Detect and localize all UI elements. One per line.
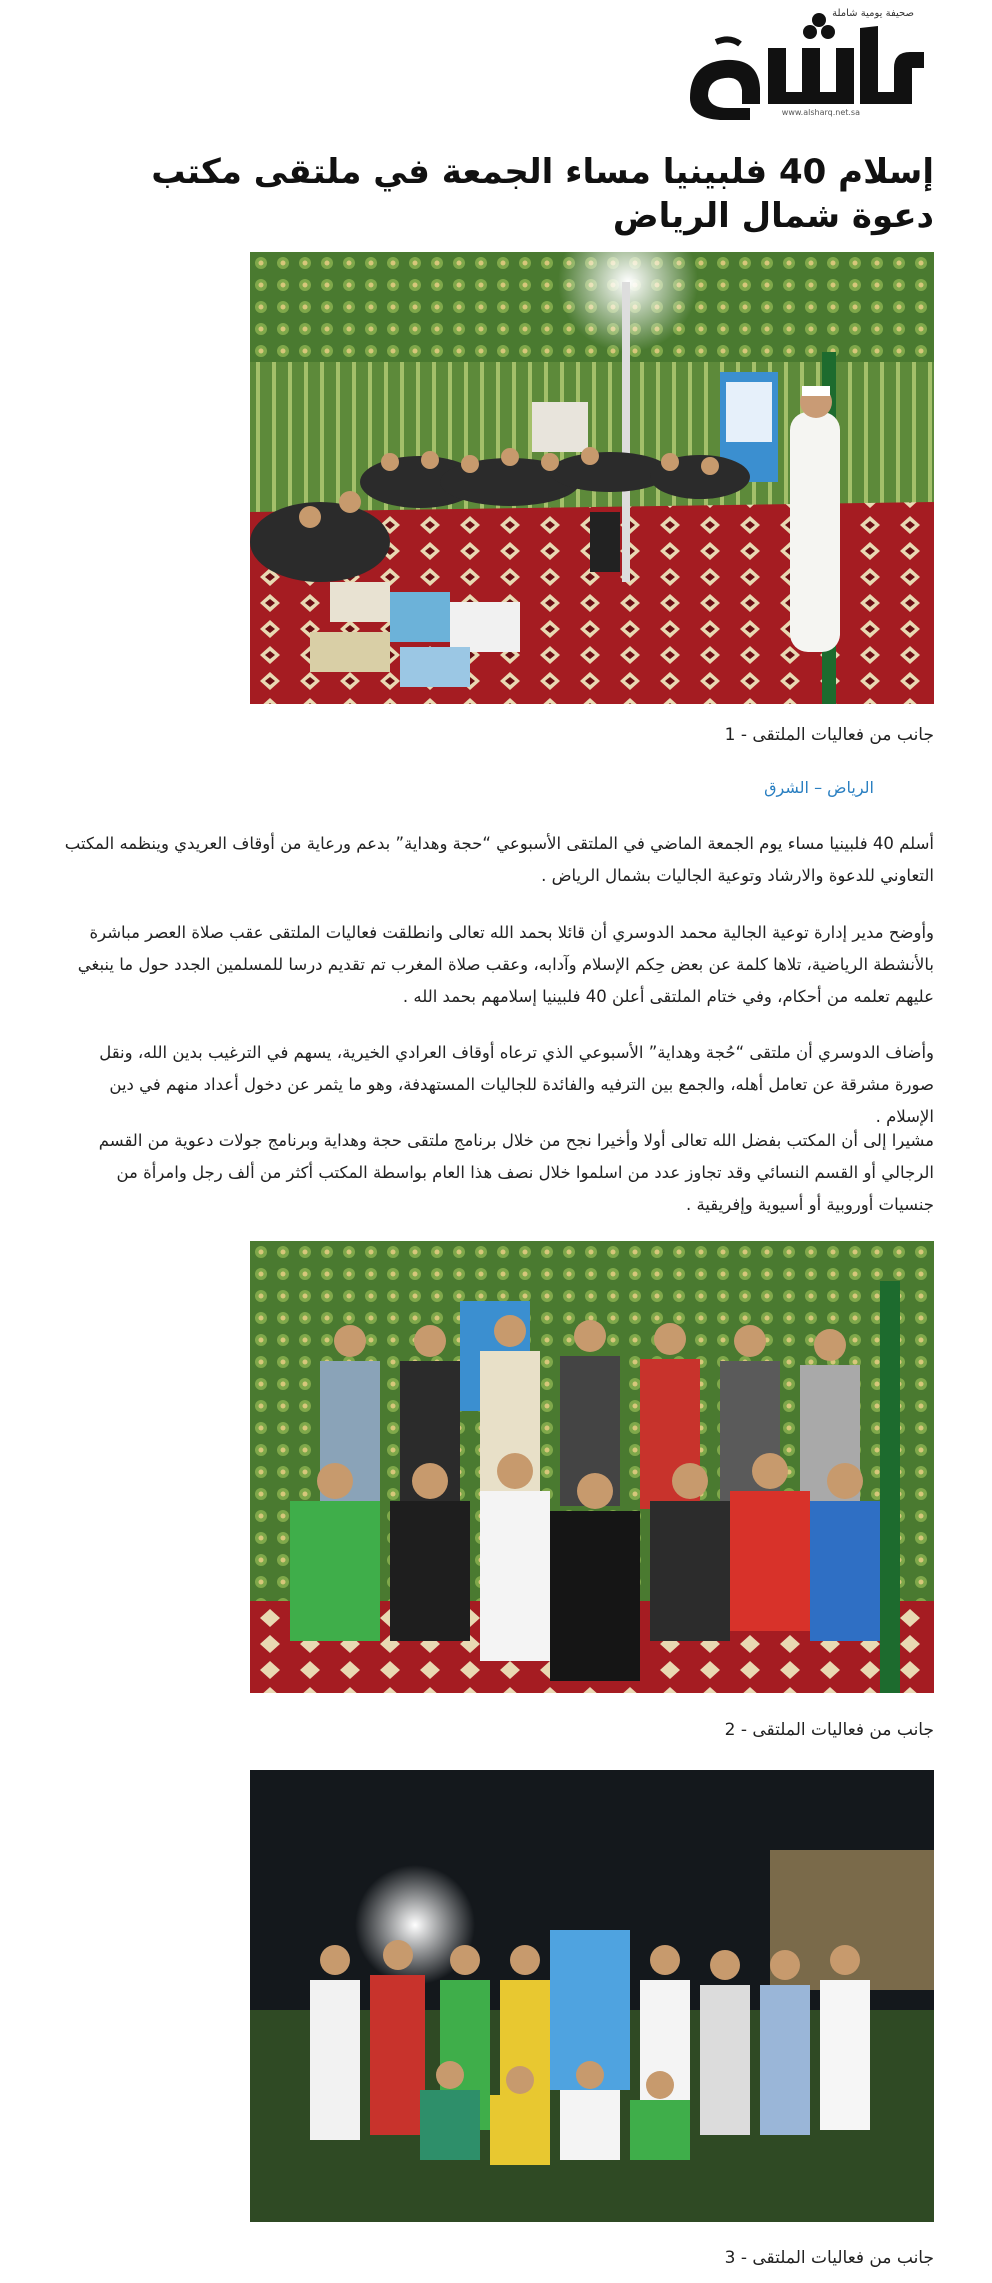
source-paper-link[interactable]: الشرق: [764, 778, 809, 797]
outdoor-group-photo-icon: [250, 1770, 934, 2222]
source-city-link[interactable]: الرياض: [827, 778, 874, 797]
article-source: [764, 778, 874, 797]
article-paragraph-4: مشيرا إلى أن المكتب بفضل الله تعالى أولا وأخيرا نجح من خلال برنامج ملتقى حجة وهداية وبرنامج جولات دعوية من القسم الرجالي أو القسم النسائي وقد تجاوز عدد من اسلموا خلال نصف هذا العام بواسطة المكتب أكثر من ألف رجل وامرأة من جنسيات أوروبية أو أسيوية وإفريقية .: [98, 1131, 934, 1214]
article-photo-1[interactable]: [250, 252, 934, 704]
tent-gathering-photo-icon: [250, 252, 934, 704]
article-paragraph-2: وأوضح مدير إدارة توعية الجالية محمد الدوسري أن قائلا بحمد الله تعالى وانطلقت فعاليات الملتقى عقب صلاة العصر مباشرة بالأنشطة الرياضية، تلاها كلمة عن بعض حِكم الإسلام وآدابه، وعقب صلاة المغرب تم تقديم درسا للمسلمين الجدد حول ما ينبغي عليهم تعلمه من أحكام، وفي ختام الملتقى أعلن 40 فلبينيا إسلامهم بحمد الله .: [77, 923, 934, 1006]
source-dash: –: [814, 778, 823, 797]
logo-tagline: صحيفة يومية شاملة: [832, 8, 914, 19]
photo-caption-3: جانب من فعاليات الملتقى - 3: [724, 2248, 934, 2268]
article-paragraph-1: أسلم 40 فلبينيا مساء يوم الجمعة الماضي في الملتقى الأسبوعي “حجة وهداية” بدعم ورعاية من أوقاف العريدي وينظمه المكتب التعاوني للدعوة والارشاد وتوعية الجاليات بشمال الرياض .: [64, 834, 934, 885]
photo-caption-1: جانب من فعاليات الملتقى - 1: [724, 725, 934, 745]
photo-caption-2: جانب من فعاليات الملتقى - 2: [724, 1720, 934, 1740]
article-photo-3[interactable]: [250, 1770, 934, 2222]
newspaper-logo[interactable]: [680, 8, 934, 126]
group-photo-icon: [250, 1241, 934, 1693]
article-photo-2[interactable]: [250, 1241, 934, 1693]
logo-url: www.alsharq.net.sa: [781, 108, 860, 117]
article-headline: إسلام 40 فلبينيا مساء الجمعة في ملتقى مكتب دعوة شمال الرياض: [151, 152, 934, 236]
article-paragraph-3: وأضاف الدوسري أن ملتقى “حُجة وهداية” الأسبوعي الذي ترعاه أوقاف العرادي الخيرية، يسهم في الترغيب بدين الله، ونقل صورة مشرقة عن تعامل أهله، والجمع بين الترفيه والفائدة للجاليات المستهدفة، وهو ما يثمر عن دخول أعداد منهم في دين الإسلام .: [99, 1043, 934, 1126]
